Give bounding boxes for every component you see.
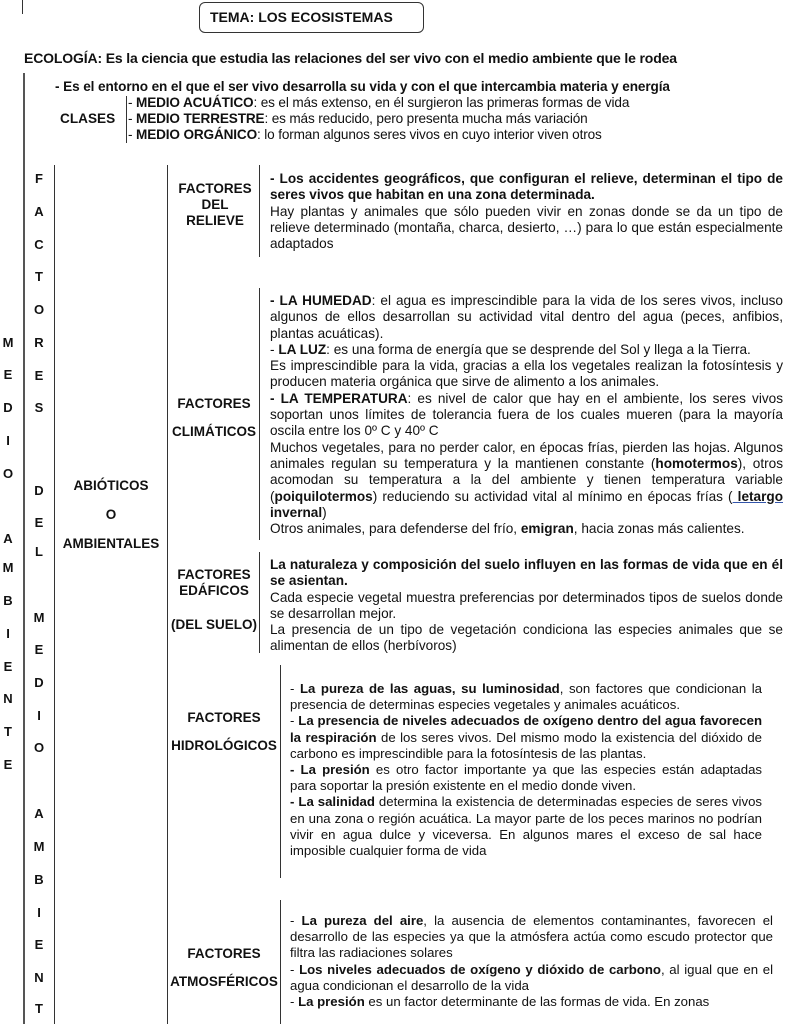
relieve-body: Hay plantas y animales que sólo pueden vivir en zonas donde se da un tipo de relieve determinado (montaña, charca, desierto, …) para lo que están especialmente adaptados: [270, 203, 783, 252]
edaficos-bracket-line: [259, 552, 260, 653]
main-bracket-line: [23, 73, 25, 1024]
clase-desc: : es más reducido, pero presenta mucha más variación: [264, 111, 588, 126]
vertical-letter: R: [34, 335, 44, 350]
atmos-paragraph-2: [290, 962, 773, 994]
term-poiquilotermos: poiquilotermos: [274, 488, 373, 504]
vertical-letter: D: [34, 483, 44, 498]
emigran-text: , hacia zonas más calientes.: [573, 521, 745, 537]
factores-column-line: [54, 165, 55, 1024]
atmos-text: , la ausencia de elementos contaminantes, favorecen el desarrollo de las especies ya que la atmósfera actúa como escudo protector que filtra las radiaciones solares: [290, 913, 773, 961]
temperatura-text: : es nivel de calor que hay en el ambiente, los seres vivos soportan unos límites de tolerancia fuera de los cuales mueren (para la mayoría oscila entre los 0º C y 40º C: [270, 390, 783, 439]
vertical-letter: I: [6, 433, 10, 448]
term-letargo: letargo: [732, 488, 783, 504]
clase-desc: : es el más extenso, en él surgieron las primeras formas de vida: [253, 95, 630, 110]
vertical-letter: E: [3, 367, 13, 382]
clase-name: MEDIO ORGÁNICO: [136, 127, 258, 142]
hidro-paragraph-1: [290, 681, 762, 713]
atmos-paragraph-3: [290, 994, 773, 1010]
vertical-letter: B: [34, 872, 44, 887]
prefix: -: [290, 713, 299, 729]
relieve-bracket-line: [259, 165, 260, 257]
vertical-letter: L: [35, 544, 43, 559]
hidro-term: La pureza de las aguas, su luminosidad: [299, 681, 560, 696]
prefix: -: [290, 913, 302, 928]
factor-label-climaticos: [168, 396, 260, 439]
prefix: -: [290, 961, 300, 977]
vertical-letter: E: [34, 515, 44, 530]
factor-label-line: FACTORES: [187, 710, 261, 725]
hidro-term: - La salinidad: [290, 794, 375, 810]
vertical-letter: A: [34, 806, 44, 821]
vegetales-paragraph: [270, 440, 783, 521]
clases-bracket-line: [126, 96, 127, 143]
vertical-letter: O: [33, 740, 45, 755]
luz-prefix: -: [270, 341, 279, 357]
factor-label-edaficos: [168, 567, 260, 633]
medio-ambiente-definition: - Es el entorno en el que el ser vivo desarrolla su vida y con el que intercambia materia y energía: [55, 79, 670, 94]
hidro-paragraph-2: [290, 713, 762, 762]
vertical-letter: D: [34, 675, 44, 690]
vertical-letter: M: [2, 335, 14, 350]
vertical-letter: N: [34, 970, 44, 985]
vertical-letter: D: [3, 400, 13, 415]
clases-label: CLASES: [60, 111, 116, 126]
vertical-letter: E: [3, 757, 13, 772]
edaficos-lead: La naturaleza y composición del suelo influyen en las formas de vida que en él se asientan.: [270, 557, 783, 589]
term-homotermos: homotermos: [655, 455, 738, 471]
humedad-term: - LA HUMEDAD: [270, 293, 372, 308]
ecologia-term: ECOLOGÍA: [24, 50, 98, 66]
ecologia-text: : Es la ciencia que estudia las relaciones del ser vivo con el medio ambiente que le rodea: [97, 50, 677, 66]
vertical-letter: E: [34, 642, 44, 657]
hidro-term: La presencia de niveles adecuados de oxígeno dentro del agua favorecen la respiración: [290, 713, 762, 745]
factor-label-line: FACTORES: [177, 567, 251, 582]
clase-prefix: -: [128, 111, 137, 126]
temperatura-paragraph: [270, 391, 783, 440]
vertical-letter: M: [33, 839, 45, 854]
relieve-lead: - Los accidentes geográficos, que configuran el relieve, determinan el tipo de seres vivos que habitan en una zona determinada.: [270, 171, 783, 203]
factor-label-line: EDÁFICOS: [179, 583, 249, 598]
vertical-letter: I: [6, 626, 10, 641]
clase-name: MEDIO ACUÁTICO: [136, 95, 254, 110]
hidro-text: de los seres vivos. Del mismo modo la existencia del dióxido de carbono es imprescindible para la fotosíntesis de las plantas.: [290, 729, 762, 761]
factor-label-relieve: [172, 181, 258, 229]
climaticos-bracket-line: [259, 288, 260, 540]
clase-name: MEDIO TERRESTRE: [136, 111, 265, 126]
edaficos-body-1: Cada especie vegetal muestra preferencias por determinados tipos de suelos donde se desarrollan mejor.: [270, 589, 783, 621]
factor-label-line: FACTORES: [187, 946, 261, 961]
factor-label-line: (DEL SUELO): [170, 617, 257, 632]
atmos-text: es un factor determinante de las formas de vida. En zonas: [364, 994, 710, 1010]
factor-label-line: ATMOSFÉRICOS: [170, 974, 278, 989]
climaticos-text: [270, 293, 783, 537]
hidro-text: es otro factor importante ya que las especies están adaptadas para soportar la presión existente en el medio donde viven.: [290, 762, 762, 794]
atmos-term: Los niveles adecuados de oxígeno y dióxido de carbono: [299, 961, 661, 977]
relieve-text: [270, 171, 783, 252]
vertical-letter: O: [2, 466, 14, 481]
atmosfericos-bracket-line: [280, 900, 281, 1024]
humedad-paragraph: [270, 293, 783, 342]
factor-label-line: FACTORES: [177, 396, 251, 411]
vertical-letter: I: [37, 905, 41, 920]
vertical-letter: M: [2, 560, 14, 575]
vertical-letter: I: [37, 708, 41, 723]
emigran-text: Otros animales, para defenderse del frío,: [270, 521, 521, 537]
vegetales-text: ): [322, 504, 327, 520]
atmos-text: , al igual que en el agua condicionan el desarrollo de la vida: [290, 961, 774, 993]
hidrologicos-text: [290, 681, 762, 859]
luz-text-2: Es imprescindible para la vida, gracias a ella los vegetales realizan la fotosíntesis y producen materia orgánica que sirve de alimento a los animales.: [270, 358, 783, 390]
factor-label-hidrologicos: [168, 710, 280, 753]
luz-text: : es una forma de energía que se desprende del Sol y llega a la Tierra.: [326, 341, 751, 357]
vertical-letter: F: [35, 171, 43, 186]
vegetales-text: ) reduciendo su actividad vital al mínimo en épocas frías (: [372, 488, 733, 504]
clase-item: [128, 111, 588, 126]
factor-label-atmosfericos: [167, 946, 281, 989]
vertical-letter: M: [33, 610, 45, 625]
vertical-letter: N: [3, 691, 13, 706]
clase-item: [128, 95, 629, 110]
term-emigran: emigran: [520, 521, 574, 537]
factor-label-line: DEL: [201, 197, 229, 212]
luz-paragraph: [270, 342, 783, 358]
vertical-letter: E: [3, 659, 13, 674]
vertical-letter: T: [35, 269, 43, 284]
vertical-letter: A: [3, 531, 13, 546]
hidro-paragraph-4: [290, 794, 762, 859]
prefix: -: [290, 994, 299, 1010]
hidro-text: determina la existencia de determinadas especies de seres vivos en una zona o región acuática. La mayor parte de los peces marinos no podrían vivir en agua dulce y viceversa. En algunos mares el exceso de sal hace imposible cualquier forma de vida: [290, 794, 762, 859]
factor-label-line: RELIEVE: [186, 213, 244, 228]
factor-label-line: FACTORES: [178, 181, 252, 196]
hidrologicos-bracket-line: [280, 665, 281, 878]
vertical-letter: E: [34, 368, 44, 383]
clase-prefix: -: [128, 95, 137, 110]
category-line-1: ABIÓTICOS: [73, 478, 149, 493]
term-invernal: invernal: [270, 504, 323, 520]
luz-term: LA LUZ: [278, 341, 327, 357]
page-title: TEMA: LOS ECOSISTEMAS: [199, 2, 424, 33]
hidro-text: , son factores que condicionan la presencia de determinas especies vegetales y animales acuáticos.: [290, 681, 762, 713]
vertical-letter: B: [3, 593, 13, 608]
vegetales-text: Muchos vegetales, para no perder calor, en épocas frías, pierden las hojas. Algunos animales regulan su temperatura y la mantienen constante (: [270, 439, 783, 471]
emigran-paragraph: [270, 521, 783, 537]
category-line-3: AMBIENTALES: [62, 536, 160, 551]
edaficos-body-2: La presencia de un tipo de vegetación condiciona las especies animales que se alimentan de ellos (herbívoros): [270, 622, 783, 654]
atmos-term: La pureza del aire: [301, 913, 424, 928]
vertical-letter: S: [34, 400, 44, 415]
vertical-letter: T: [35, 1001, 43, 1016]
clase-prefix: -: [128, 127, 137, 142]
vegetales-text: ), otros acomodan su temperatura a la del ambiente y tienen temperatura variable (: [270, 455, 783, 504]
factor-label-line: CLIMÁTICOS: [172, 424, 256, 439]
ecologia-definition: [24, 50, 677, 66]
vertical-letter: T: [4, 724, 12, 739]
clase-item: [128, 127, 602, 142]
hidro-paragraph-3: [290, 762, 762, 794]
hidro-term: - La presión: [290, 762, 370, 778]
factor-label-line: HIDROLÓGICOS: [171, 738, 277, 753]
atmosfericos-text: [290, 913, 773, 1010]
atmos-paragraph-1: [290, 913, 773, 962]
vertical-letter: E: [34, 937, 44, 952]
category-line-2: O: [105, 507, 117, 522]
clase-desc: : lo forman algunos seres vivos en cuyo interior viven otros: [257, 127, 602, 142]
vertical-letter: C: [34, 237, 44, 252]
edaficos-text: [270, 557, 783, 655]
temperatura-term: - LA TEMPERATURA: [270, 390, 408, 406]
prefix: -: [290, 681, 300, 696]
margin-mark: [22, 0, 23, 14]
vertical-letter: O: [33, 302, 45, 317]
vertical-letter: A: [34, 204, 44, 219]
category-abioticos: [56, 478, 166, 552]
humedad-text: : el agua es imprescindible para la vida de los seres vivos, incluso algunos de ellos desarrollan su actividad vital dentro del agua (peces, anfibios, plantas acuáticas).: [270, 293, 783, 341]
atmos-term: La presión: [298, 994, 365, 1010]
